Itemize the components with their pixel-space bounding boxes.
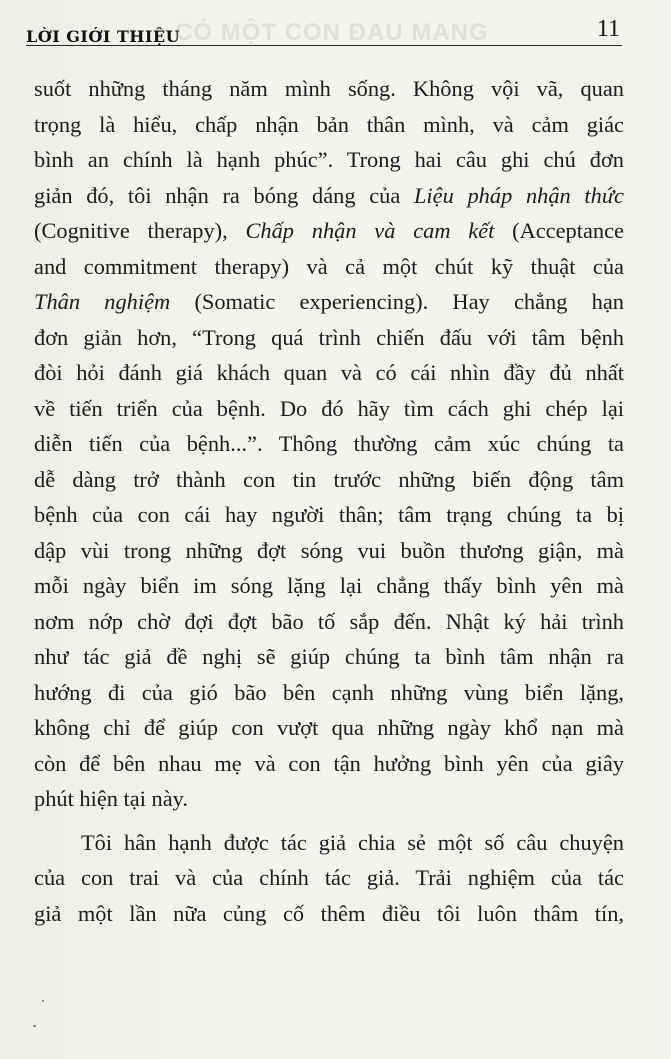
text-run: đơn giản hơn, “Trong quá trình chiến đấu với tâm bệnh — [34, 324, 624, 350]
text-line — [34, 249, 624, 285]
body-text — [34, 71, 624, 931]
text-line — [34, 320, 624, 356]
text-run: (Cognitive therapy), — [34, 218, 246, 243]
text-line — [34, 896, 624, 932]
text-line — [34, 462, 624, 498]
text-line — [34, 178, 624, 214]
paragraph-gap — [34, 817, 624, 825]
text-line — [34, 639, 624, 675]
page-number: 11 — [596, 16, 620, 42]
text-run: suốt những tháng năm mình sống. Không vội vã, quan — [34, 76, 624, 101]
text-run: không chỉ để giúp con vượt qua những ngày khổ nạn mà — [34, 715, 624, 740]
text-run: giản đó, tôi nhận ra bóng dáng của — [34, 182, 414, 208]
text-line — [34, 781, 624, 817]
text-line — [34, 426, 624, 462]
bleed-through-text: CÓ MỘT CON ĐAU MANG — [175, 19, 489, 46]
text-run: giả một lần nữa củng cố thêm điều tôi luôn thâm tín, — [34, 900, 624, 926]
text-run: hướng đi của gió bão bên cạnh những vùng biển lặng, — [34, 679, 624, 705]
text-line — [34, 284, 624, 320]
text-run: (Somatic experiencing). Hay chẳng hạn — [170, 289, 624, 314]
text-run: bình an chính là hạnh phúc”. Trong hai câu ghi chú đơn — [34, 147, 624, 172]
print-speck — [33, 1025, 36, 1027]
text-run: nơm nớp chờ đợi đợt bão tố sắp đến. Nhật ký hải trình — [34, 608, 624, 634]
text-run: mỗi ngày biển im sóng lặng lại chẳng thấy bình yên mà — [34, 573, 624, 598]
text-run: dễ dàng trở thành con tin trước những biến động tâm — [34, 466, 624, 492]
text-run: diễn tiến của bệnh...”. Thông thường cảm xúc chúng ta — [34, 431, 624, 456]
text-run: and commitment therapy) và cả một chút kỹ thuật của — [34, 253, 624, 279]
text-run: (Acceptance — [494, 218, 624, 243]
text-run: trọng là hiểu, chấp nhận bản thân mình, và cảm giác — [34, 111, 624, 137]
text-line — [34, 604, 624, 640]
text-line — [34, 675, 624, 711]
text-line — [34, 355, 624, 391]
text-line — [34, 213, 624, 249]
text-run: về tiến triển của bệnh. Do đó hãy tìm cách ghi chép lại — [34, 395, 624, 421]
header-rule — [26, 45, 622, 46]
text-run: bệnh của con cái hay người thân; tâm trạng chúng ta bị — [34, 502, 624, 527]
text-line — [34, 497, 624, 533]
text-run: đòi hỏi đánh giá khách quan và có cái nhìn đầy đủ nhất — [34, 360, 624, 385]
text-run: như tác giả đề nghị sẽ giúp chúng ta bình tâm nhận ra — [34, 644, 624, 669]
text-line — [34, 710, 624, 746]
text-run: phút hiện tại này. — [34, 786, 189, 811]
italic-term: Thân nghiệm — [34, 289, 171, 314]
text-line — [34, 107, 624, 143]
text-line — [34, 746, 624, 782]
text-run: dập vùi trong những đợt sóng vui buồn thương giận, mà — [34, 537, 624, 563]
page-header — [26, 16, 622, 46]
text-line — [34, 391, 624, 427]
text-line — [34, 860, 624, 896]
text-line — [34, 71, 624, 107]
text-run: còn để bên nhau mẹ và con tận hưởng bình yên của giây — [34, 750, 624, 776]
text-line — [34, 142, 624, 178]
italic-term: Chấp nhận và cam kết — [245, 218, 495, 243]
print-speck — [42, 1000, 44, 1002]
text-line — [34, 568, 624, 604]
text-run: Tôi hân hạnh được tác giả chia sẻ một số câu chuyện — [81, 829, 624, 855]
italic-term: Liệu pháp nhận thức — [413, 182, 624, 208]
text-line — [34, 533, 624, 569]
running-title: LỜI GIỚI THIỆU — [26, 27, 181, 46]
text-line — [34, 825, 624, 861]
text-run: của con trai và của chính tác giả. Trải nghiệm của tác — [34, 865, 624, 890]
